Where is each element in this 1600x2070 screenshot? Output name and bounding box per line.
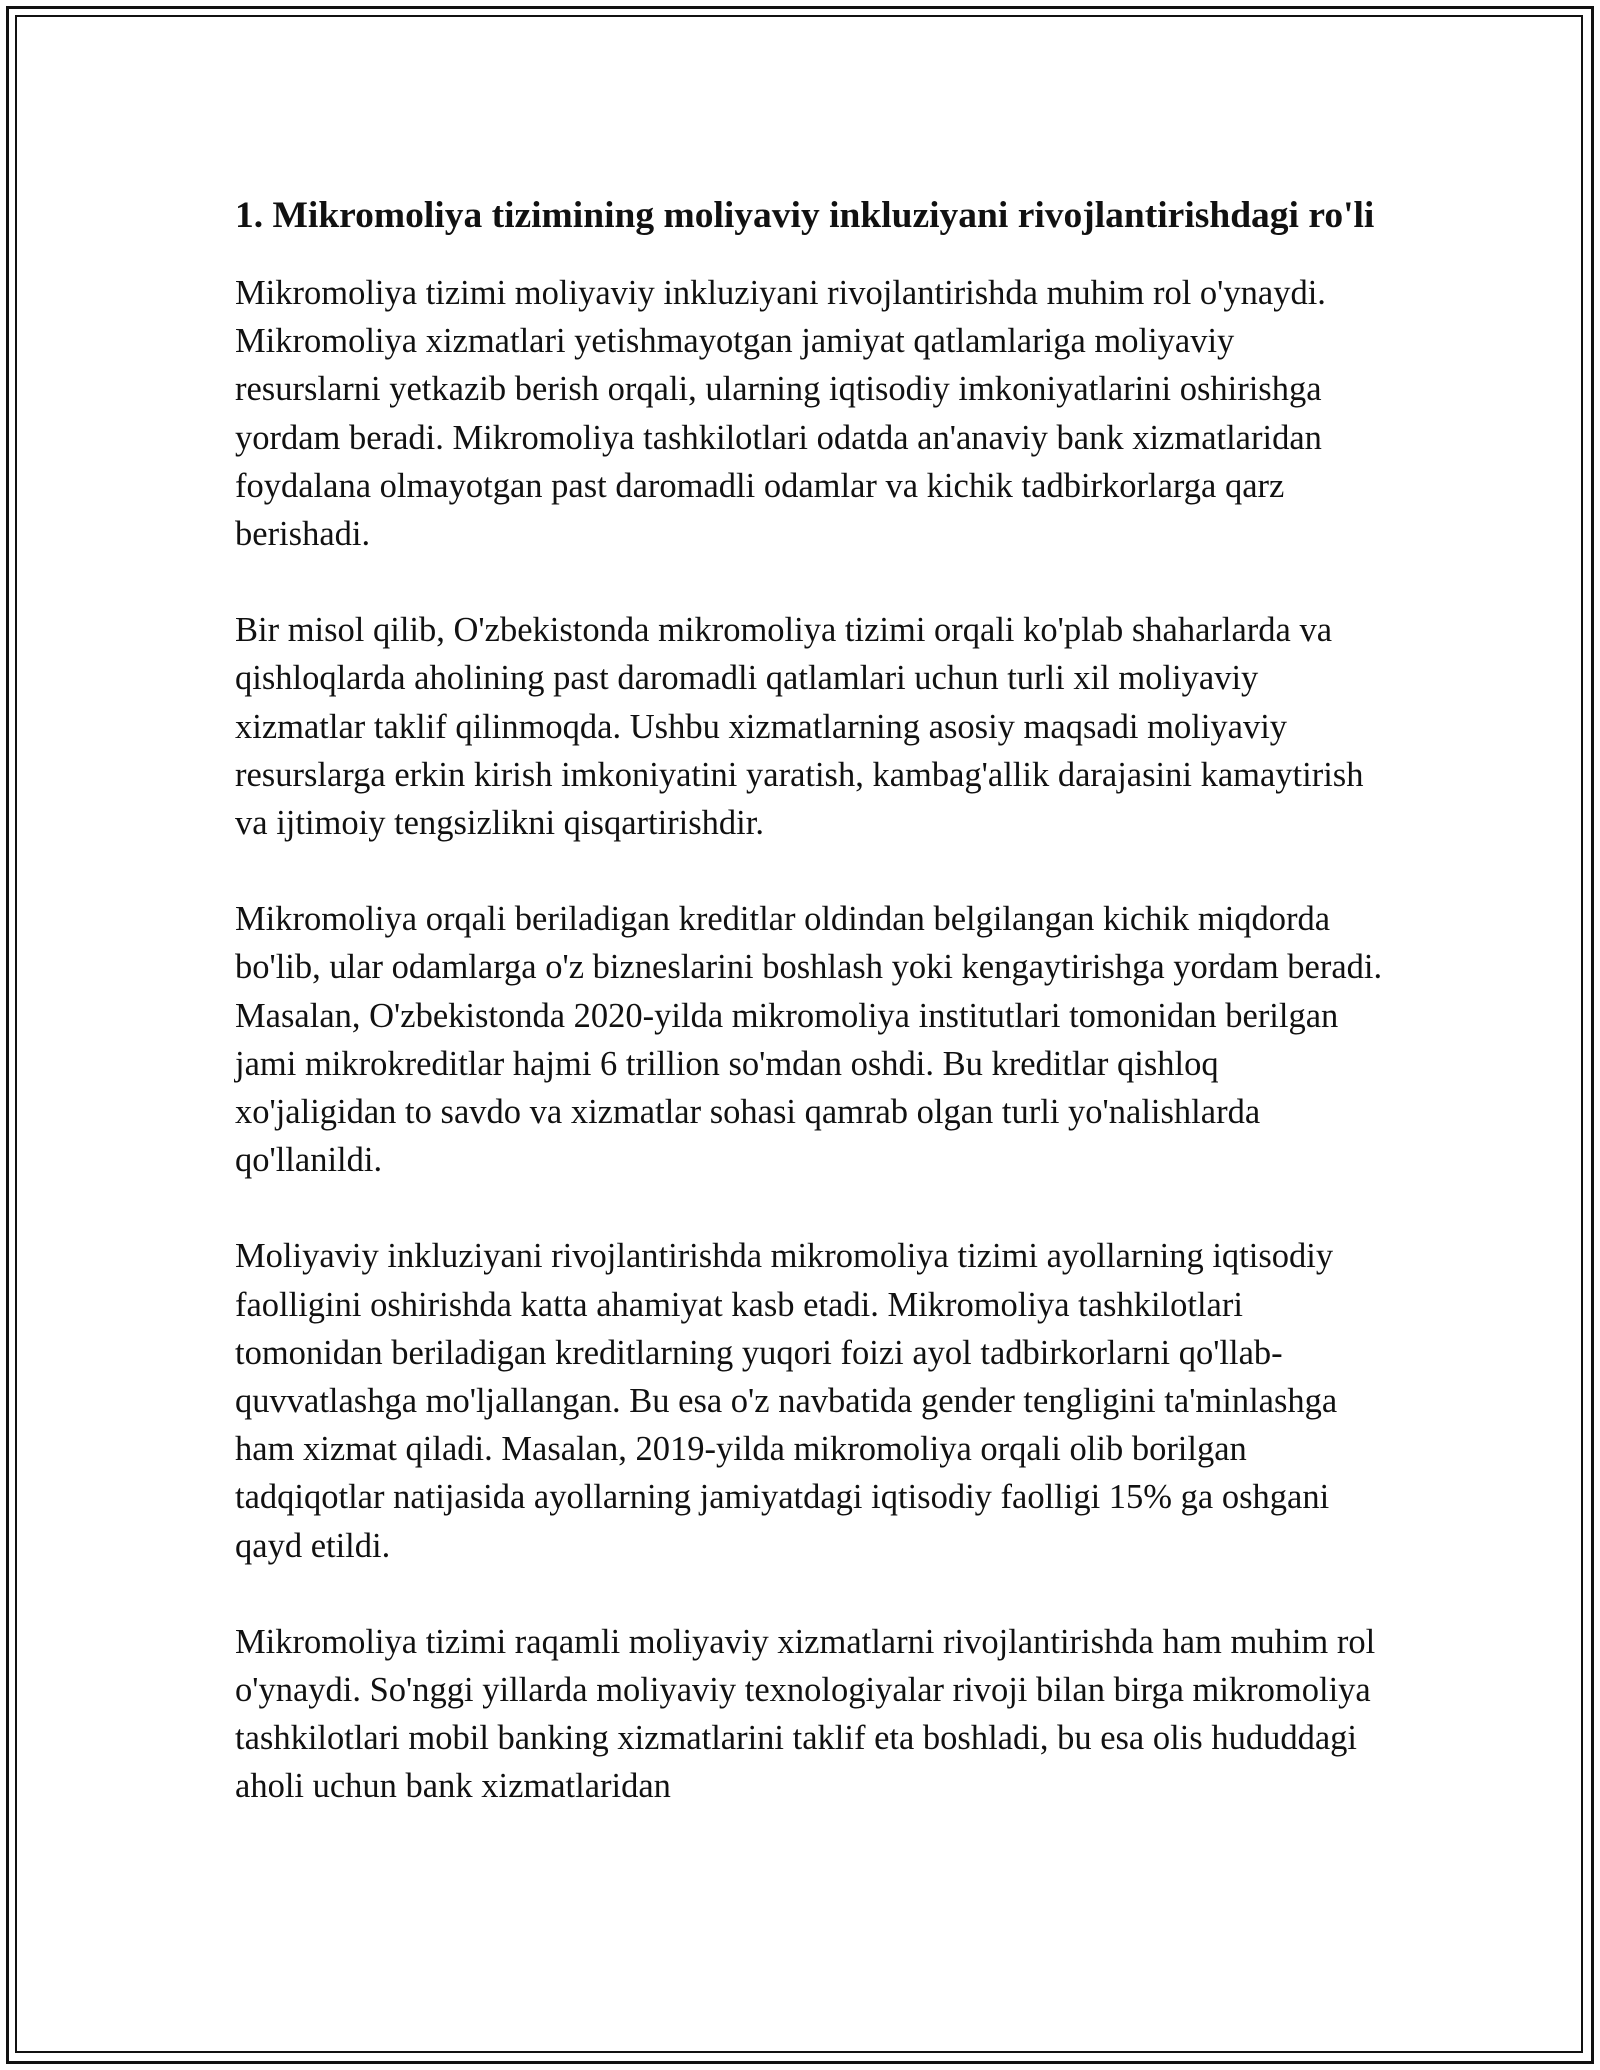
paragraph-1: Mikromoliya tizimi moliyaviy inkluziyani rivojlantirishda muhim rol o'ynaydi. Mikromoliya xizmatlari yetishmayotgan jamiyat qatlamlariga moliyaviy resurslarni yetkazib berish orqali, ularning iqtisodiy imkoniyatlarini oshirishga yordam beradi. Mikromoliya tashkilotlari odatda an'anaviy bank xizmatlaridan foydalana olmayotgan past daromadli odamlar va kichik tadbirkorlarga qarz berishadi.	[235, 274, 1326, 554]
section-heading: 1. Mikromoliya tizimining moliyaviy inkluziyani rivojlantirishdagi ro'li	[235, 195, 1375, 236]
document-body	[235, 188, 1385, 1859]
paragraph-4: Moliyaviy inkluziyani rivojlantirishda mikromoliya tizimi ayollarning iqtisodiy faolligini oshirishda katta ahamiyat kasb etadi. Mikromoliya tashkilotlari tomonidan beriladigan kreditlarning yuqori foizi ayol tadbirkorlarni qo'llab-quvvatlashga mo'ljallangan. Bu esa o'z navbatida gender tengligini ta'minlashga ham xizmat qiladi. Masalan, 2019-yilda mikromoliya orqali olib borilgan tadqiqotlar natijasida ayollarning jamiyatdagi iqtisodiy faolligi 15% ga oshgani qayd etildi.	[235, 1237, 1338, 1565]
paragraph-3: Mikromoliya orqali beriladigan kreditlar oldindan belgilangan kichik miqdorda bo'lib, ular odamlarga o'z bizneslarini boshlash yoki kengaytirishga yordam beradi. Masalan, O'zbekistonda 2020-yilda mikromoliya institutlari tomonidan berilgan jami mikrokreditlar hajmi 6 trillion so'mdan oshdi. Bu kreditlar qishloq xo'jaligidan to savdo va xizmatlar sohasi qamrab olgan turli yo'nalishlarda qo'llanildi.	[235, 900, 1383, 1180]
paragraph-5: Mikromoliya tizimi raqamli moliyaviy xizmatlarni rivojlantirishda ham muhim rol o'ynaydi. So'nggi yillarda moliyaviy texnologiyalar rivoji bilan birga mikromoliya tashkilotlari mobil banking xizmatlarini taklif eta boshladi, bu esa olis hududdagi aholi uchun bank xizmatlaridan	[235, 1622, 1376, 1806]
paragraph-2: Bir misol qilib, O'zbekistonda mikromoliya tizimi orqali ko'plab shaharlarda va qishloqlarda aholining past daromadli qatlamlari uchun turli xil moliyaviy xizmatlar taklif qilinmoqda. Ushbu xizmatlarning asosiy maqsadi moliyaviy resurslarga erkin kirish imkoniyatini yaratish, kambag'allik darajasini kamaytirish va ijtimoiy tengsizlikni qisqartirishdir.	[235, 611, 1364, 843]
